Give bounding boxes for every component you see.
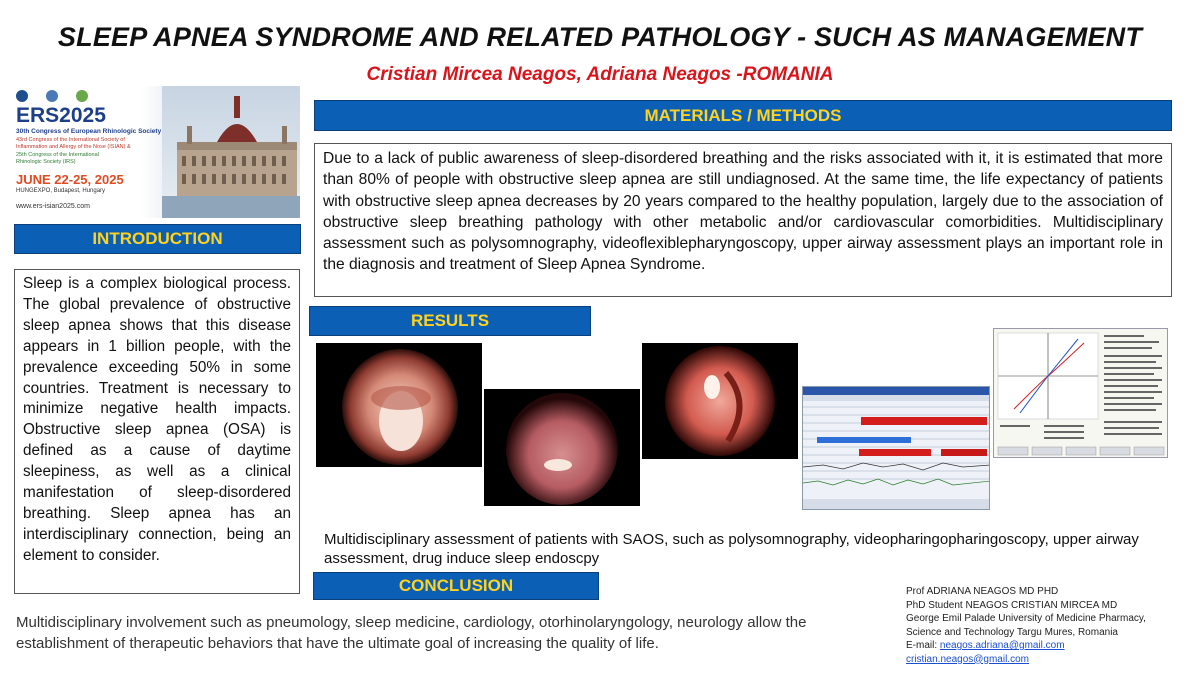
methods-header: MATERIALS / METHODS <box>314 100 1172 131</box>
results-header: RESULTS <box>309 306 591 336</box>
banner-url: www.ers-isian2025.com <box>16 203 90 210</box>
banner-line1: 30th Congress of European Rhinologic Society <box>16 128 162 135</box>
contact-email-row-2 <box>906 653 1196 667</box>
introduction-header: INTRODUCTION <box>14 224 301 254</box>
banner-venue: HUNGEXPO, Budapest, Hungary <box>16 188 106 194</box>
conclusion-text: Multidisciplinary involvement such as pneumology, sleep medicine, cardiology, otorhinolaryngology, neurology allow the establishment of therapeutic behaviors that have the ultimate goal of increasing the quality of life. <box>16 614 807 652</box>
contact-line-3: George Emil Palade University of Medicine Pharmacy, <box>906 613 1146 624</box>
contact-line-2: PhD Student NEAGOS CRISTIAN MIRCEA MD <box>906 599 1118 611</box>
contact-line-4: Science and Technology Targu Mures, Romania <box>906 626 1118 638</box>
contact-email-row <box>906 639 1196 653</box>
banner-logo: ERS2025 <box>16 104 106 127</box>
banner-line2b: Inflammation and Allergy of the Nose (ISIAN) & <box>16 144 131 150</box>
introduction-text: Sleep is a complex biological process. The global prevalence of obstructive sleep apnea shows that this disease appears in 1 billion people, with the prevalence exceeding 50% in some countries. Treatment is necessary to minimize negative health impacts. Obstructive sleep apnea (OSA) is defined as a cause of daytime sleepiness, as well as a clinical manifestation of sleep-disordered breathing. Sleep apnea has an interdisciplinary connection, being an element to consider. <box>14 269 300 594</box>
rhinomanometry-screenshot <box>993 328 1168 458</box>
endoscopy-image-1 <box>316 343 482 467</box>
email-link-2[interactable]: cristian.neagos@gmail.com <box>906 653 1029 665</box>
poster-authors: Cristian Mircea Neagos, Adriana Neagos -ROMANIA <box>366 64 834 85</box>
endoscopy-image-2 <box>484 389 640 506</box>
contact-line-1: Prof ADRIANA NEAGOS MD PHD <box>906 586 1059 597</box>
contact-block <box>906 585 1196 666</box>
banner-dates: JUNE 22-25, 2025 <box>16 172 124 187</box>
email-link-1[interactable]: neagos.adriana@gmail.com <box>939 640 1065 651</box>
polysomnography-screenshot <box>802 386 990 510</box>
conclusion-header: CONCLUSION <box>313 572 599 600</box>
poster-title: SLEEP APNEA SYNDROME AND RELATED PATHOLOGY - SUCH AS MANAGEMENT <box>57 22 1143 52</box>
endoscopy-image-3 <box>642 343 798 459</box>
banner-line3b: Rhinologic Society (IRS) <box>16 159 76 165</box>
results-caption: Multidisciplinary assessment of patients with SAOS, such as polysomnography, videopharingopharingoscopy, upper airway assessment, drug induce sleep endoscpy <box>324 531 1139 567</box>
banner-line2a: 43rd Congress of the International Society of <box>16 137 125 143</box>
email-label: E-mail: <box>906 640 940 651</box>
congress-banner <box>12 86 300 218</box>
banner-line3a: 25th Congress of the International <box>16 152 99 158</box>
methods-text: Due to a lack of public awareness of sleep-disordered breathing and the risks associated with it, it is estimated that more than 80% of people with obstructive sleep apnea are still undiagnosed. At the same time, the life expectancy of patients with obstructive sleep apnea decreases by 20 years compared to the healthy population, largely due to the association of obstructive sleep breathing pathology with other metabolic and/or cardiovascular comorbidities. Multidisciplinary assessment such as polysomnography, videoflexiblepharyngoscopy, upper airway assessment plays an important role in the diagnosis and treatment of Sleep Apnea Syndrome. <box>314 143 1172 297</box>
